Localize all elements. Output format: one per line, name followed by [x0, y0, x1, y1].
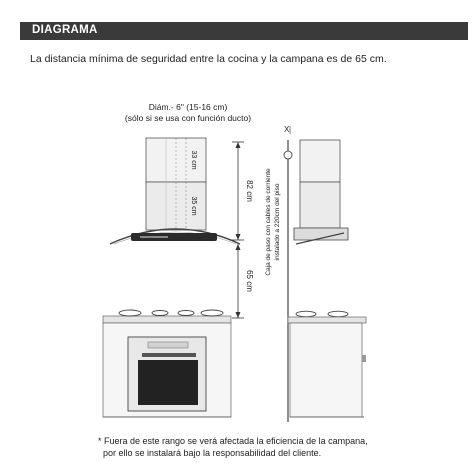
- dim-hood-height: 82 cm: [245, 180, 254, 202]
- intro-text: La distancia mínima de seguridad entre la cocina y la campana es de 65 cm.: [30, 53, 387, 65]
- footnote: [98, 436, 368, 459]
- duct-diameter-label: Diám.- 6" (15-16 cm): [148, 102, 228, 112]
- side-chimney-lower: [300, 182, 340, 228]
- burners-side: [296, 311, 348, 317]
- side-marker: X: [284, 125, 290, 134]
- dim-lower-chimney: 35 cm: [190, 196, 197, 216]
- duct-usage-note: (sólo si se usa con función ducto): [124, 113, 252, 123]
- footnote-line1: * Fuera de este rango se verá afectada la eficiencia de la campana,: [98, 436, 368, 446]
- footnote-line2: por ello se instalará bajo la responsabilidad del cliente.: [98, 447, 322, 458]
- side-chimney-upper: [300, 140, 340, 182]
- dim-upper-chimney: 33 cm: [190, 150, 197, 170]
- side-cooktop: [288, 317, 366, 323]
- side-note-line2: instalado a 220cm del piso: [274, 183, 281, 261]
- junction-box-icon: [284, 151, 292, 159]
- dim-min-distance: 65 cm: [245, 270, 254, 292]
- section-title: DIAGRAMA: [32, 24, 98, 36]
- oven-window: [138, 360, 198, 405]
- burners-front: [119, 310, 223, 316]
- side-note-line1: Caja de paso con cables de corriente: [265, 168, 272, 276]
- side-cabinet: [290, 323, 362, 417]
- cooktop-surface: [103, 316, 231, 323]
